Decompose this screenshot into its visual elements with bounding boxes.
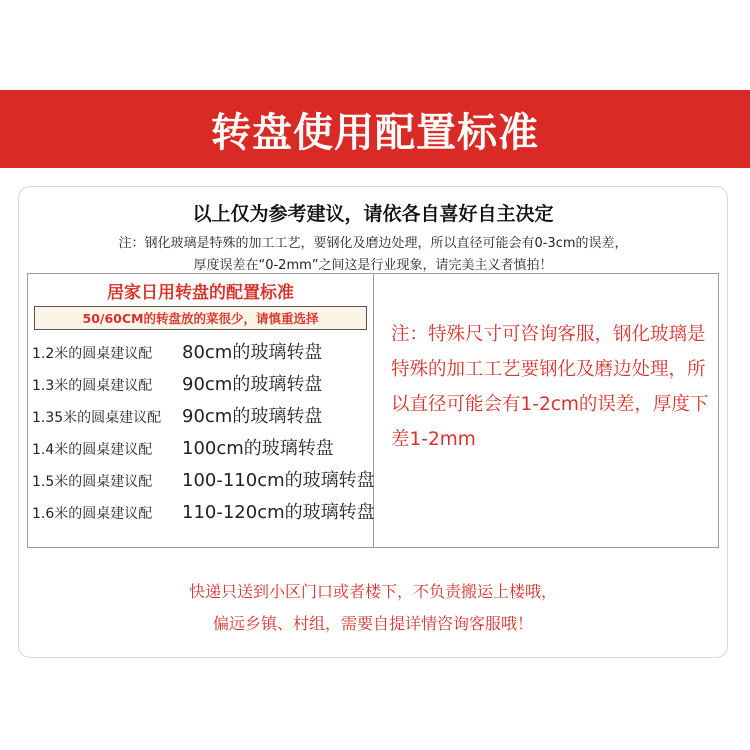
spec-value: 100-110cm的玻璃转盘 xyxy=(182,470,375,491)
special-size-note: 注：特殊尺寸可咨询客服，钢化玻璃是特殊的加工工艺要钢化及磨边处理，所以直径可能会有1-2cm的误差，厚度下差1-2mm xyxy=(391,324,709,450)
page-title: 转盘使用配置标准 xyxy=(211,109,539,156)
spec-row xyxy=(32,402,322,428)
spec-value: 90cm的玻璃转盘 xyxy=(182,406,323,427)
note-line-1: 注：钢化玻璃是特殊的加工工艺，要钢化及磨边处理，所以直径可能会有0-3cm的误差， xyxy=(118,236,628,251)
shipping-line-2: 偏远乡镇、村组，需要自提详情咨询客服哦！ xyxy=(212,614,533,633)
spec-label: 1.35米的圆桌建议配 xyxy=(32,410,162,426)
spec-value: 90cm的玻璃转盘 xyxy=(182,374,323,395)
spec-value: 100cm的玻璃转盘 xyxy=(182,438,334,459)
spec-row xyxy=(32,434,334,460)
config-title: 居家日用转盘的配置标准 xyxy=(107,283,294,303)
spec-label: 1.4米的圆桌建议配 xyxy=(32,442,153,458)
spec-row xyxy=(32,338,322,364)
spec-value: 80cm的玻璃转盘 xyxy=(182,342,323,363)
spec-label: 1.3米的圆桌建议配 xyxy=(32,378,153,394)
info-card xyxy=(18,186,728,658)
spec-label: 1.6米的圆桌建议配 xyxy=(32,506,153,522)
spec-label: 1.5米的圆桌建议配 xyxy=(32,474,153,490)
warning-box xyxy=(34,306,367,330)
headline: 以上仅为参考建议，请依各自喜好自主决定 xyxy=(192,203,554,225)
spec-row xyxy=(32,466,375,492)
spec-label: 1.2米的圆桌建议配 xyxy=(32,346,153,362)
spec-row xyxy=(32,498,375,524)
spec-row xyxy=(32,370,322,396)
spec-value: 110-120cm的玻璃转盘 xyxy=(182,502,375,523)
warning-text: 50/60CM的转盘放的菜很少，请慎重选择 xyxy=(82,311,319,326)
title-banner xyxy=(0,90,750,168)
shipping-line-1: 快递只送到小区门口或者楼下，不负责搬运上楼哦， xyxy=(188,582,557,601)
note-line-2: 厚度误差在“0-2mm”之间这是行业现象，请完美主义者慎拍！ xyxy=(193,258,553,273)
